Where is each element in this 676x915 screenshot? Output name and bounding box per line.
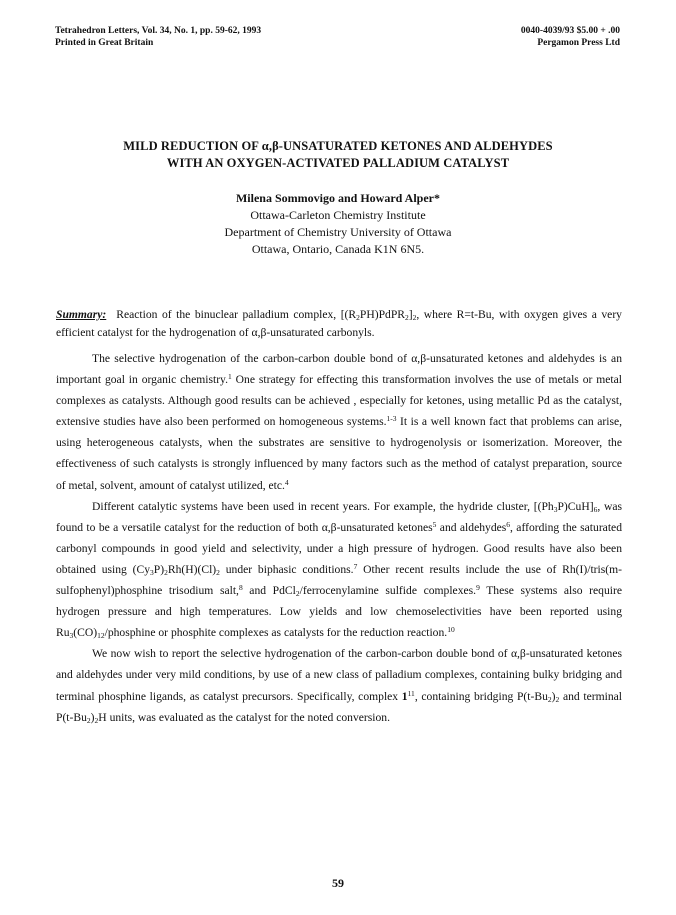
subscript: 2 xyxy=(555,694,560,704)
summary-text: Reaction of the binuclear palladium complex, [(R xyxy=(116,308,357,321)
body-text: ) xyxy=(551,689,556,703)
body-text: and PdCl xyxy=(242,584,296,598)
reference-marker: 1-3 xyxy=(386,414,397,424)
body-text: under biphasic conditions. xyxy=(219,562,354,576)
subscript: 2 xyxy=(164,567,168,577)
body-text: , was found to be a versatile catalyst for the reduction of both α,β-unsaturated ketones xyxy=(56,499,622,534)
body-text: We now wish to report the selective hydrogenation of the carbon-carbon double bond of α,β-unsaturated ketones and aldehydes under very mild conditions, by use of a new class of palladium complexes, containing bulky bridging and terminal phosphine ligands, as catalyst precursors. Specifically, complex xyxy=(56,647,622,703)
affiliation-address: Ottawa, Ontario, Canada K1N 6N5. xyxy=(251,242,425,256)
body-text: , affording the saturated carbonyl compounds in good yield and selectivity, under a high pressure of hydrogen. Good results have also been obtained using (Cy xyxy=(56,520,622,576)
reference-marker: 1 xyxy=(228,372,232,382)
compound-number: 1 xyxy=(401,689,408,703)
reference-marker: 7 xyxy=(353,561,358,571)
body-text: It is a well known fact that problems can arise, using heterogeneous catalysts, when the substrates are sensitive to hydrogenolysis or isomerization. Moreover, the effectiveness of such catalysts is strongly influenced by many factors such as the method of catalyst preparation, source of metal, solvent, amount of catalyst utilized, etc. xyxy=(56,415,623,492)
body-text: and aldehydes xyxy=(436,520,507,534)
subscript: 3 xyxy=(553,504,558,514)
body-text: , containing bridging P(t-Bu xyxy=(414,689,548,703)
subscript: 2 xyxy=(216,567,220,577)
author-names: Milena Sommovigo and Howard Alper* xyxy=(235,191,440,205)
summary-text: , where R=t-Bu, with oxygen gives a very efficient catalyst for the hydrogenation of α,β-unsaturated carbonyls. xyxy=(56,308,622,339)
journal-header-left xyxy=(55,26,261,49)
publisher-name: Pergamon Press Ltd xyxy=(537,37,620,48)
body-text: /phosphine or phosphite complexes as catalysts for the reduction reaction. xyxy=(104,626,448,640)
body-text: H units, was evaluated as the catalyst for the noted conversion. xyxy=(98,710,390,724)
summary-text: PH)PdPR xyxy=(359,308,406,321)
subscript: 2 xyxy=(547,694,552,704)
reference-marker: 6 xyxy=(506,519,511,529)
body-text: and terminal P(t-Bu xyxy=(56,689,622,724)
subscript: 6 xyxy=(593,504,598,514)
summary-label: Summary: xyxy=(56,308,107,321)
affiliation-department: Department of Chemistry University of Ottawa xyxy=(224,225,452,239)
body-text: P) xyxy=(153,562,165,576)
affiliation-institute: Ottawa-Carleton Chemistry Institute xyxy=(250,208,426,222)
body-paragraph-1 xyxy=(56,348,622,496)
printed-location: Printed in Great Britain xyxy=(55,37,154,48)
body-text: One strategy for effecting this transformation involves the use of metals or metal complexes as catalysts. Although good results can be achieved , especially for ketones, using metallic Pd as the catalyst, extensive studies have also been performed on homogeneous systems. xyxy=(56,373,622,429)
journal-header-right xyxy=(521,26,620,49)
body-text: Other recent results include the use of Rh(I)/tris(m-sulfophenyl)phosphine trisodium salt, xyxy=(56,562,623,598)
subscript: 2 xyxy=(356,313,360,322)
subscript: 12 xyxy=(97,631,105,641)
article-title xyxy=(0,138,676,172)
title-line-2: WITH AN OXYGEN-ACTIVATED PALLADIUM CATALYST xyxy=(166,156,510,170)
reference-marker: 8 xyxy=(238,583,243,593)
subscript: 2 xyxy=(86,715,91,725)
title-line-1: MILD REDUCTION OF α,β-UNSATURATED KETONES AND ALDEHYDES xyxy=(123,139,553,153)
subscript: 2 xyxy=(412,313,417,322)
reference-marker: 9 xyxy=(476,583,480,593)
body-text: /ferrocenylamine sulfide complexes. xyxy=(299,584,477,598)
summary-text: ] xyxy=(408,308,413,321)
subscript: 2 xyxy=(295,589,300,599)
body-text: P)CuH] xyxy=(557,499,594,513)
article-body xyxy=(56,348,622,728)
page-number: 59 xyxy=(332,876,344,890)
body-text: (CO) xyxy=(73,626,98,640)
reference-marker: 4 xyxy=(284,477,289,487)
subscript: 2 xyxy=(94,715,99,725)
reference-marker: 10 xyxy=(447,625,455,635)
subscript: 2 xyxy=(405,313,409,322)
summary-paragraph xyxy=(56,306,622,342)
reference-marker: 11 xyxy=(407,688,415,698)
journal-citation: Tetrahedron Letters, Vol. 34, No. 1, pp. 59-62, 1993 xyxy=(55,26,262,36)
reference-marker: 5 xyxy=(432,519,437,529)
body-paragraph-2 xyxy=(56,496,622,644)
body-text: ) xyxy=(90,710,95,724)
body-text: Rh(H)(Cl) xyxy=(167,562,217,576)
author-block xyxy=(0,190,676,258)
body-text: The selective hydrogenation of the carbon-carbon double bond of α,β-unsaturated ketones and aldehydes is an important goal in organic chemistry. xyxy=(56,352,622,387)
body-paragraph-3 xyxy=(56,643,622,727)
article-code: 0040-4039/93 $5.00 + .00 xyxy=(520,26,620,36)
subscript: 3 xyxy=(69,631,74,641)
subscript: 3 xyxy=(150,567,154,577)
body-text: Different catalytic systems have been used in recent years. For example, the hydride cluster, [(Ph xyxy=(92,499,554,513)
body-text: These systems also require hydrogen pressure and high temperatures. Low yields and low chemoselectivities have been reported using Ru xyxy=(56,584,622,640)
